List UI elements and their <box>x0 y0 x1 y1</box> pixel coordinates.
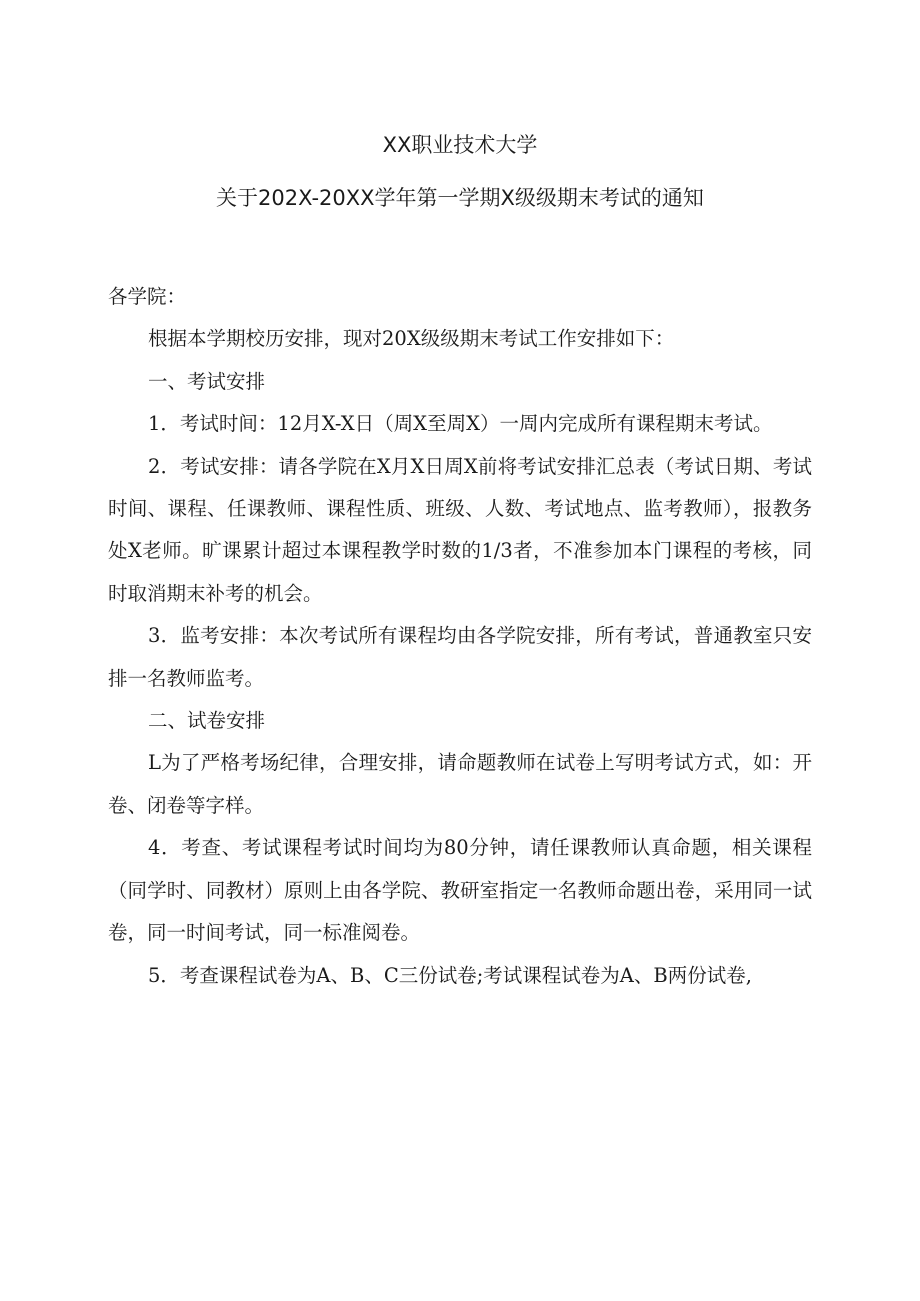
university-name: XX职业技术大学 <box>382 133 538 157</box>
section-heading-exam-arrangement: 一、考试安排 <box>148 369 266 393</box>
intro-paragraph: 根据本学期校历安排，现对20X级级期末考试工作安排如下： <box>148 327 675 351</box>
salutation: 各学院： <box>108 285 187 308</box>
notice-title: 关于202X-20XX学年第一学期X级级期末考试的通知 <box>216 186 704 210</box>
paragraph-exam-schedule: 2．考试安排：请各学院在X月X日周X前将考试安排汇总表（考试日期、考试时间、课程、任课教师、课程性质、班级、人数、考试地点、监考教师），报教务处X老师。旷课累计超过本课程教学时数的1/3者，不准参加本门课程的考核，同时取消期末补考的机会。 <box>108 454 812 605</box>
section-heading-paper-arrangement: 二、试卷安排 <box>148 709 266 733</box>
paragraph-exam-format: L为了严格考场纪律，合理安排，请命题教师在试卷上写明考试方式，如：开卷、闭卷等字样。 <box>108 751 812 817</box>
paragraph-exam-time: 1．考试时间：12月X-X日（周X至周X）一周内完成所有课程期末考试。 <box>148 412 773 436</box>
paragraph-paper-versions: 5．考查课程试卷为A、B、C三份试卷;考试课程试卷为A、B两份试卷, <box>148 963 752 987</box>
paragraph-invigilation: 3．监考安排：本次考试所有课程均由各学院安排，所有考试，普通教室只安排一名教师监考。 <box>108 624 812 690</box>
notice-body <box>108 276 812 997</box>
paragraph-exam-duration: 4．考查、考试课程考试时间均为80分钟，请任课教师认真命题，相关课程（同学时、同教材）原则上由各学院、教研室指定一名教师命题出卷，采用同一试卷，同一时间考试，同一标准阅卷。 <box>108 836 812 945</box>
